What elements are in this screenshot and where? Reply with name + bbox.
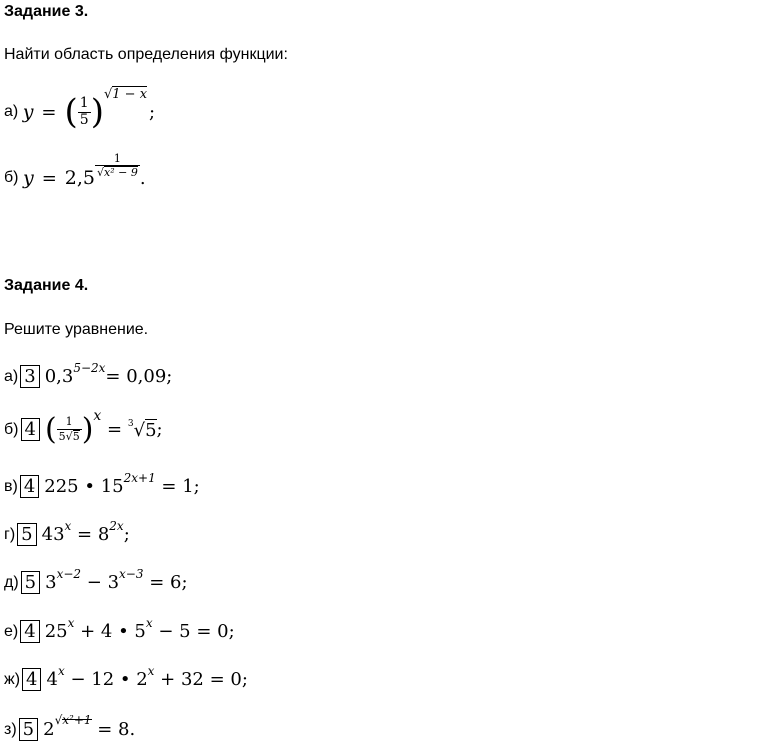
- task4-item-b: б) 4 ( $\frac{1}{5√5}$ ) $^x$ = $^3$√5 ;: [4, 407, 163, 447]
- item-label: в): [4, 477, 18, 495]
- cube-root: $^3$√5: [127, 418, 157, 441]
- item-label: ж): [4, 670, 21, 688]
- var-y: y: [22, 167, 34, 190]
- points-box: 5: [21, 571, 40, 594]
- task4-item-a: а) 3 0,3 $^{5-2x}$ = 0,09;: [4, 360, 173, 387]
- item-label: д): [4, 573, 19, 591]
- task4-item-h: з) 5 2 $^{√x^2+1}$ = 8.: [4, 713, 136, 740]
- points-box: 4: [20, 475, 39, 498]
- task3-instruction: Найти область определения функции:: [4, 46, 288, 63]
- item-label: г): [4, 525, 16, 543]
- task4-heading: Задание 4.: [4, 277, 89, 294]
- base: 2,5: [64, 167, 95, 190]
- points-box: 5: [17, 523, 36, 546]
- equals: =: [41, 101, 57, 123]
- item-label: а): [4, 103, 19, 120]
- exponent: √1 − x: [103, 87, 148, 102]
- points-box: 3: [20, 365, 39, 388]
- item-label: а): [4, 367, 19, 385]
- task3-item-a: а) y = ( $\frac{1}{5}$ ) √1 − x ;: [4, 87, 156, 132]
- exponent-fraction: $\frac{1}{\text{√x² − 9}}$: [97, 152, 138, 180]
- task4-item-f: е) 4 25 $^x$ + 4 • 5 $^x$ − 5 = 0;: [4, 615, 235, 642]
- points-box: 5: [19, 718, 38, 741]
- item-label: б): [4, 420, 19, 438]
- task3-item-b: б) y = 2,5 $\frac{1}{\text{√x² − 9}}$ .: [4, 152, 146, 190]
- points-box: 4: [20, 620, 39, 643]
- fraction: $\frac{1}{5√5}$: [58, 415, 80, 443]
- points-box: 4: [21, 418, 40, 441]
- right-paren: ): [90, 92, 104, 132]
- var-y: y: [22, 101, 34, 123]
- fraction: $\frac{1}{5}$: [79, 95, 89, 128]
- item-label: б): [4, 169, 19, 187]
- task3-heading: Задание 3.: [4, 3, 89, 20]
- left-paren: (: [64, 92, 78, 132]
- task4-instruction: Решите уравнение.: [4, 321, 149, 338]
- item-label: е): [4, 622, 19, 640]
- task4-item-c: в) 4 225 • 15 $^{2x+1}$ = 1;: [4, 470, 200, 497]
- item-label: з): [4, 720, 17, 738]
- equals: =: [41, 167, 57, 189]
- task4-item-e: д) 5 3 $^{x-2}$ − 3 $^{x-3}$ = 6;: [4, 566, 188, 593]
- task4-item-d: г) 5 43 $^x$ = 8 $^{2x}$ ;: [4, 518, 130, 545]
- task4-item-g: ж) 4 4 $^x$ − 12 • 2 $^x$ + 32 = 0;: [4, 663, 248, 690]
- points-box: 4: [22, 668, 41, 691]
